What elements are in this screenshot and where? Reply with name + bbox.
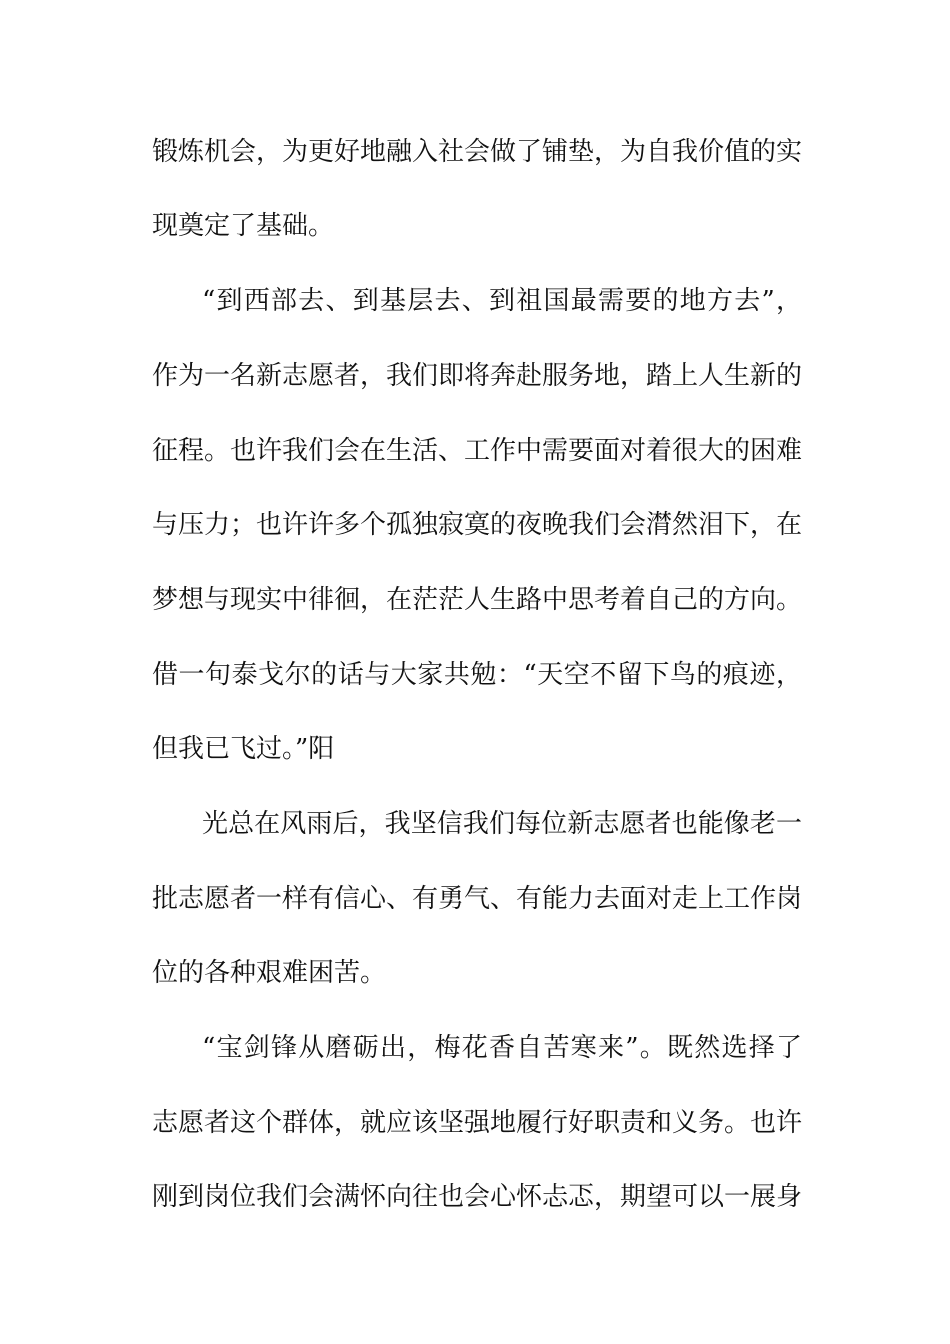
text-line: “宝剑锋从磨砺出，梅花香自苦寒来”。既然选择了 (202, 1033, 802, 1063)
text-line: 刚到岗位我们会满怀向往也会心怀忐忑，期望可以一展身 (152, 1182, 802, 1212)
text-line: 与压力；也许许多个孤独寂寞的夜晚我们会潸然泪下，在 (152, 510, 802, 540)
text-line: 位的各种艰难困苦。 (152, 958, 387, 988)
text-line: 征程。也许我们会在生活、工作中需要面对着很大的困难 (152, 436, 802, 466)
text-line: 作为一名新志愿者，我们即将奔赴服务地，踏上人生新的 (152, 361, 802, 391)
text-line: 但我已飞过。”阳 (152, 734, 335, 764)
text-line: 锻炼机会，为更好地融入社会做了铺垫，为自我价值的实 (152, 137, 802, 167)
text-line: 借一句泰戈尔的话与大家共勉：“天空不留下鸟的痕迹， (152, 660, 802, 690)
text-line: 志愿者这个群体，就应该坚强地履行好职责和义务。也许 (152, 1108, 802, 1138)
text-line: 现奠定了基础。 (152, 211, 335, 241)
text-line: 光总在风雨后，我坚信我们每位新志愿者也能像老一 (202, 809, 802, 839)
text-line: “到西部去、到基层去、到祖国最需要的地方去”， (202, 286, 802, 316)
text-line: 批志愿者一样有信心、有勇气、有能力去面对走上工作岗 (152, 884, 802, 914)
text-line: 梦想与现实中徘徊，在茫茫人生路中思考着自己的方向。 (152, 585, 802, 615)
